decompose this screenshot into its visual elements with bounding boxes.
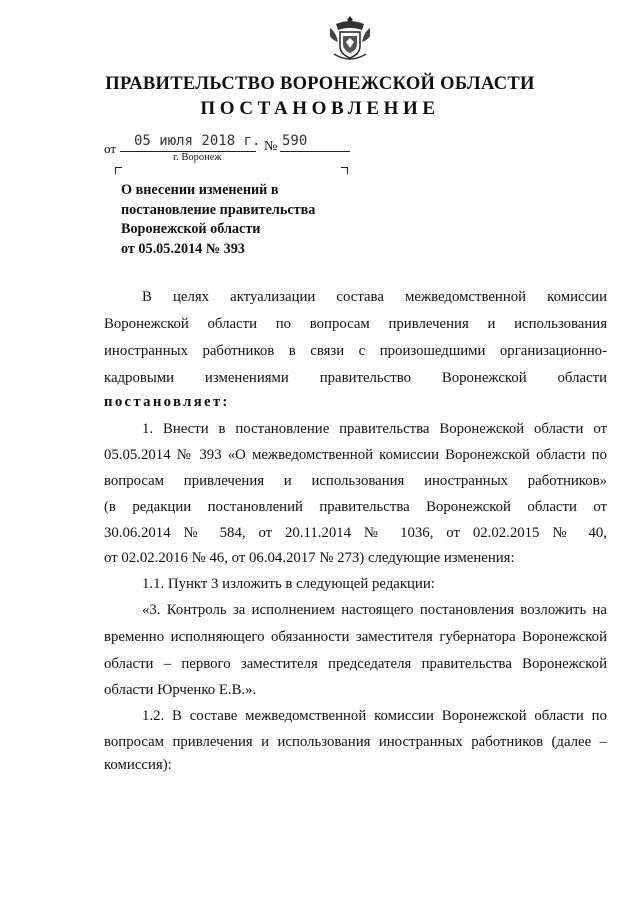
body-line: вопросам привлечения и использования иностранных работников (далее – <box>104 734 607 750</box>
body-line: иностранных работников в связи с произошедшими организационно- <box>104 343 607 359</box>
subject-corner-right <box>341 167 348 174</box>
coat-of-arms-emblem <box>328 14 372 62</box>
body-line: области – первого заместителя председателя правительства Воронежской <box>104 656 607 672</box>
document-type-title: ПОСТАНОВЛЕНИЕ <box>200 98 440 119</box>
subject-corner-left <box>115 167 122 174</box>
date-prefix: от <box>104 141 117 156</box>
decree-keyword: постановляет: <box>104 394 230 410</box>
body-line: от 02.02.2016 № 46, от 06.04.2017 № 273) следующие изменения: <box>104 550 515 566</box>
number-underline <box>280 151 350 152</box>
body-line: В целях актуализации состава межведомственной комиссии <box>142 289 607 305</box>
body-line: Воронежской области по вопросам привлечения и использования <box>104 316 607 332</box>
organization-title: ПРАВИТЕЛЬСТВО ВОРОНЕЖСКОЙ ОБЛАСТИ <box>105 74 535 94</box>
body-line: временно исполняющего обязанности заместителя губернатора Воронежской <box>104 629 607 645</box>
subject-line: Воронежской области <box>121 221 261 237</box>
body-line: «3. Контроль за исполнением настоящего постановления возложить на <box>142 602 607 618</box>
date-value: 05 июля 2018 г. <box>134 133 261 149</box>
subject-line: постановление правительства <box>121 201 316 218</box>
subject-block <box>121 181 361 259</box>
subject-line: О внесении изменений в <box>121 182 279 198</box>
number-prefix: № <box>264 139 278 154</box>
body-line: (в редакции постановлений правительства Воронежской области от <box>104 499 607 515</box>
body-line: 30.06.2014 № 584, от 20.11.2014 № 1036, от 02.02.2015 № 40, <box>104 525 607 541</box>
body-line: 05.05.2014 № 393 «О межведомственной комиссии Воронежской области по <box>104 447 607 463</box>
body-line: кадровыми изменениями правительство Воронежской области <box>104 370 607 386</box>
subject-line: от 05.05.2014 № 393 <box>121 240 245 257</box>
body-line: комиссия): <box>104 757 172 773</box>
city-label: г. Воронеж <box>173 152 222 163</box>
body-line: 1. Внести в постановление правительства Воронежской области от <box>142 421 607 437</box>
number-value: 590 <box>282 133 308 149</box>
body-line: области Юрченко Е.В.». <box>104 682 257 698</box>
body-line: 1.2. В составе межведомственной комиссии Воронежской области по <box>142 708 607 724</box>
body-line: 1.1. Пункт 3 изложить в следующей редакции: <box>142 576 435 592</box>
body-line: вопросам привлечения и использования иностранных работников» <box>104 473 607 489</box>
